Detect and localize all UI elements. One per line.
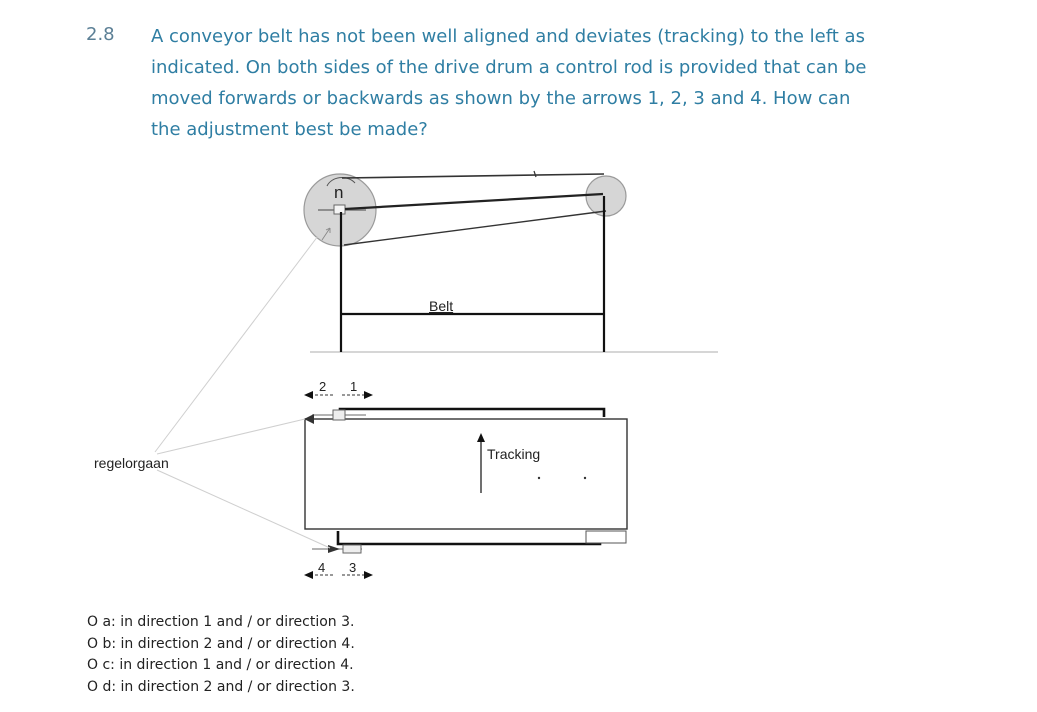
tracking-label: Tracking — [487, 446, 541, 462]
question-line: A conveyor belt has not been well aligned and deviates (tracking) to the left as — [151, 26, 865, 47]
arrow-right-icon — [364, 391, 373, 399]
belt-return-1 — [345, 194, 603, 209]
control-rod-bottom-end-icon — [328, 545, 340, 553]
leader-line — [155, 236, 318, 452]
question-line: moved forwards or backwards as shown by the arrows 1, 2, 3 and 4. How can — [151, 88, 851, 109]
question-number: 2.8 — [86, 24, 115, 45]
option-b[interactable]: O b: in direction 2 and / or direction 4. — [87, 635, 355, 652]
arrow-right-icon — [364, 571, 373, 579]
option-c[interactable]: O c: in direction 1 and / or direction 4. — [87, 657, 354, 674]
control-rod-top-block — [333, 410, 345, 420]
belt-label: Belt — [429, 298, 454, 314]
belt-top-run — [342, 174, 604, 178]
belt-top-tick — [534, 171, 536, 177]
arrow-label-1: 1 — [350, 379, 358, 394]
arrow-label-4: 4 — [318, 560, 326, 575]
control-rod-bottom-block — [343, 545, 361, 553]
tail-drum — [586, 176, 626, 216]
belt-return-2 — [344, 211, 606, 245]
arrow-label-3: 3 — [349, 560, 357, 575]
dot — [584, 477, 586, 479]
option-d[interactable]: O d: in direction 2 and / or direction 3. — [87, 679, 355, 696]
leader-line — [157, 470, 330, 548]
question-line: the adjustment best be made? — [151, 119, 428, 140]
regulator-label: regelorgaan — [94, 455, 169, 471]
arrow-left-icon — [304, 391, 313, 399]
drum-label: n — [334, 183, 344, 202]
drum-edge-top — [340, 409, 604, 417]
arrow-left-icon — [304, 571, 313, 579]
option-a[interactable]: O a: in direction 1 and / or direction 3. — [87, 614, 355, 630]
question-line: indicated. On both sides of the drive drum a control rod is provided that can be — [151, 57, 867, 78]
control-rod-block — [334, 205, 345, 214]
drum-edge-bottom — [338, 531, 600, 544]
belt-top-view — [305, 419, 627, 529]
bearing-block — [586, 531, 626, 543]
dot — [538, 477, 540, 479]
leader-line — [157, 419, 305, 454]
arrow-label-2: 2 — [319, 379, 327, 394]
answer-options — [87, 612, 355, 699]
